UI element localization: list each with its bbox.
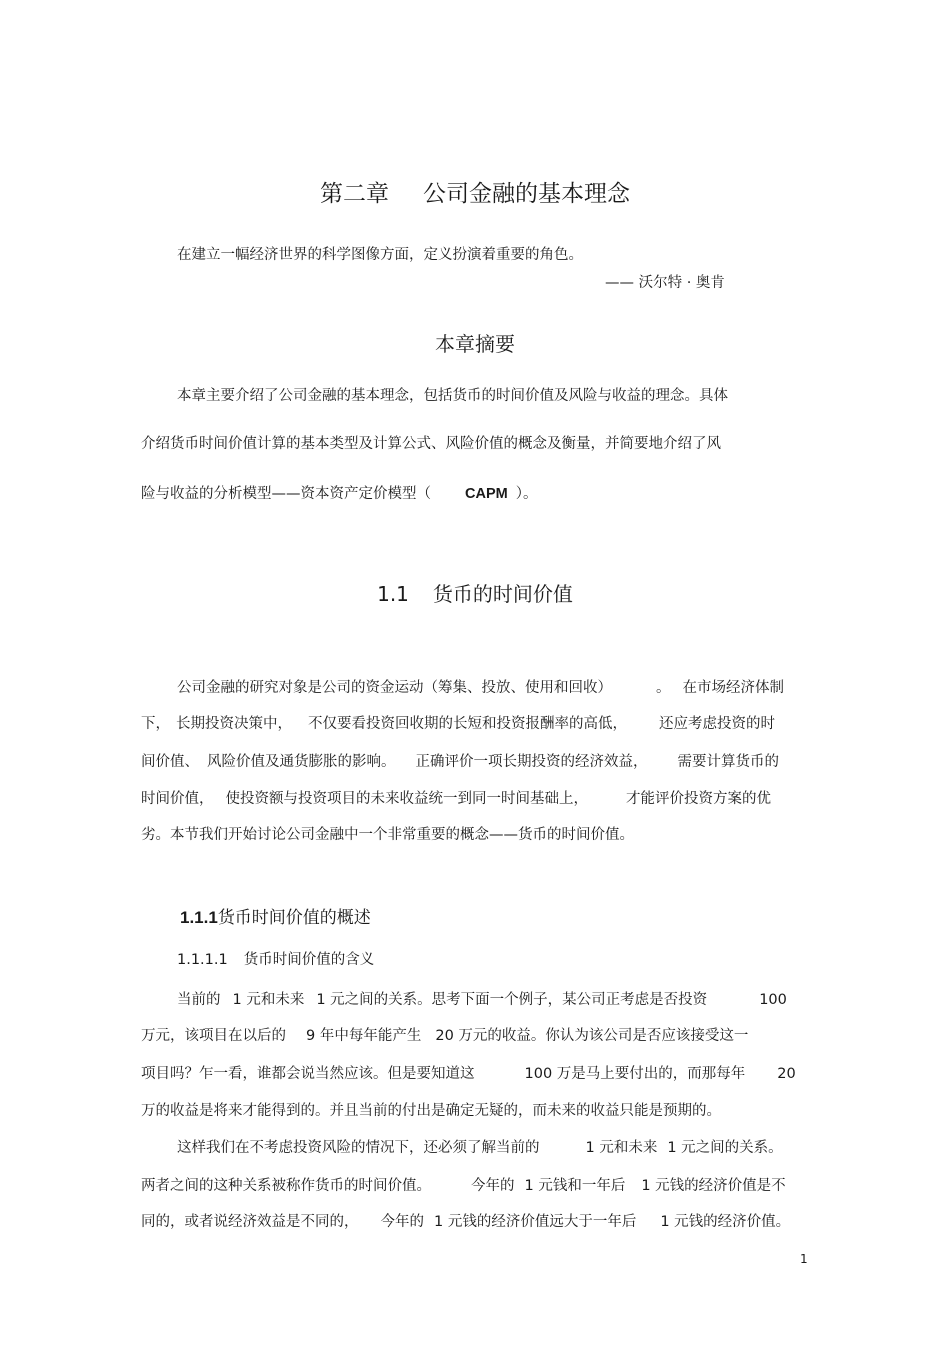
- text-run: 1 元和未来: [232, 992, 305, 1008]
- summary-line-3: [141, 482, 537, 503]
- text-run: 1 元和未来: [585, 1140, 658, 1156]
- text-run: 1 元之间的关系。思考下面一个例子，某公司正考虑是否投资: [316, 992, 708, 1008]
- text-run: 20 万元的收益。你认为该公司是否应该接受这一: [435, 1028, 749, 1044]
- text-run: 在市场经济体制: [682, 680, 784, 696]
- epigraph-author: —— 沃尔特 · 奥肯: [605, 275, 725, 291]
- para2-line-4: 万的收益是将来才能得到的。并且当前的付出是确定无疑的，而未来的收益只能是预期的。: [141, 1103, 721, 1119]
- chapter-name: 公司金融的基本理念: [423, 181, 630, 207]
- para2-line-3: [141, 1062, 796, 1083]
- text-run: 20: [777, 1066, 796, 1082]
- summary-line-2: 介绍货币时间价值计算的基本类型及计算公式、风险价值的概念及衡量，并简要地介绍了风: [141, 436, 721, 452]
- text-run: 使投资额与投资项目的未来收益统一到同一时间基础上，: [225, 791, 588, 807]
- text-run: 才能评价投资方案的优: [626, 791, 771, 807]
- text-run: 下，: [141, 716, 170, 732]
- summary-line-1: 本章主要介绍了公司金融的基本理念，包括货币的时间价值及风险与收益的理念。具体: [177, 388, 728, 404]
- text-run: 需要计算货币的: [677, 754, 779, 770]
- subsection-name: 货币时间价值的概述: [217, 908, 371, 928]
- subsection-title: [180, 903, 371, 928]
- para3-line-1: [177, 1136, 783, 1157]
- para2-line-1: [177, 988, 787, 1009]
- epigraph-quote: 在建立一幅经济世界的科学图像方面，定义扮演着重要的角色。: [177, 247, 583, 263]
- text-run: 万元，该项目在以后的: [141, 1028, 286, 1044]
- text-run: 两者之间的这种关系被称作货币的时间价值。: [141, 1178, 431, 1194]
- text-run: 今年的: [380, 1214, 424, 1230]
- text-run: 同的，或者说经济效益是不同的，: [141, 1214, 359, 1230]
- text-run: 时间价值，: [141, 791, 214, 807]
- text-run: 这样我们在不考虑投资风险的情况下，还必须了解当前的: [177, 1140, 540, 1156]
- text-run: 1 元钱的经济价值是不: [641, 1178, 786, 1194]
- text-run: 还应考虑投资的时: [659, 716, 775, 732]
- text-run: 风险价值及通货膨胀的影响。: [207, 754, 396, 770]
- chapter-number: 第二章: [320, 181, 389, 207]
- text-run: 间价值、: [141, 754, 199, 770]
- para2-line-2: [141, 1024, 748, 1045]
- para3-line-3: [141, 1210, 790, 1231]
- text-run: 9 年中每年能产生: [306, 1028, 422, 1044]
- capm-term: CAPM: [465, 486, 508, 502]
- text-run: 当前的: [177, 992, 221, 1008]
- text-run: 正确评价一项长期投资的经济效益，: [415, 754, 648, 770]
- section-para-line-3: [141, 750, 779, 771]
- chapter-title: [0, 175, 950, 208]
- subsubsection-name: 货币时间价值的含义: [243, 952, 375, 968]
- text-run: 长期投资决策中，: [176, 716, 292, 732]
- summary-line-3-text: 险与收益的分析模型——资本资产定价模型（: [141, 486, 431, 502]
- text-run: 100 万是马上要付出的，而那每年: [524, 1066, 746, 1082]
- text-run: 1 元钱的经济价值远大于一年后: [434, 1214, 637, 1230]
- text-run: 100: [759, 992, 787, 1008]
- summary-line-3-end: ）。: [515, 486, 538, 502]
- subsection-number: 1.1.1: [180, 908, 218, 927]
- text-run: 不仅要看投资回收期的长短和投资报酬率的高低，: [308, 716, 627, 732]
- section-para-line-1: [177, 676, 784, 697]
- subsubsection-title: [177, 948, 374, 969]
- section-para-line-5: 劣。本节我们开始讨论公司金融中一个非常重要的概念——货币的时间价值。: [141, 827, 634, 843]
- para3-line-2: [141, 1174, 786, 1195]
- text-run: 1 元之间的关系。: [667, 1140, 783, 1156]
- text-run: 1 元钱和一年后: [524, 1178, 626, 1194]
- section-para-line-2: [141, 712, 775, 733]
- section-title: [0, 578, 950, 607]
- text-run: 公司金融的研究对象是公司的资金运动（筹集、投放、使用和回收）: [177, 680, 612, 696]
- summary-heading: 本章摘要: [435, 332, 515, 356]
- section-para-line-4: [141, 787, 771, 808]
- subsubsection-number: 1.1.1.1: [177, 952, 228, 968]
- text-run: 。: [656, 680, 671, 696]
- text-run: 项目吗？乍一看，谁都会说当然应该。但是要知道这: [141, 1066, 475, 1082]
- text-run: 今年的: [471, 1178, 515, 1194]
- section-number: 1.1: [377, 582, 409, 606]
- page-number: 1: [800, 1252, 808, 1266]
- text-run: 1 元钱的经济价值。: [660, 1214, 791, 1230]
- section-name: 货币的时间价值: [432, 582, 573, 606]
